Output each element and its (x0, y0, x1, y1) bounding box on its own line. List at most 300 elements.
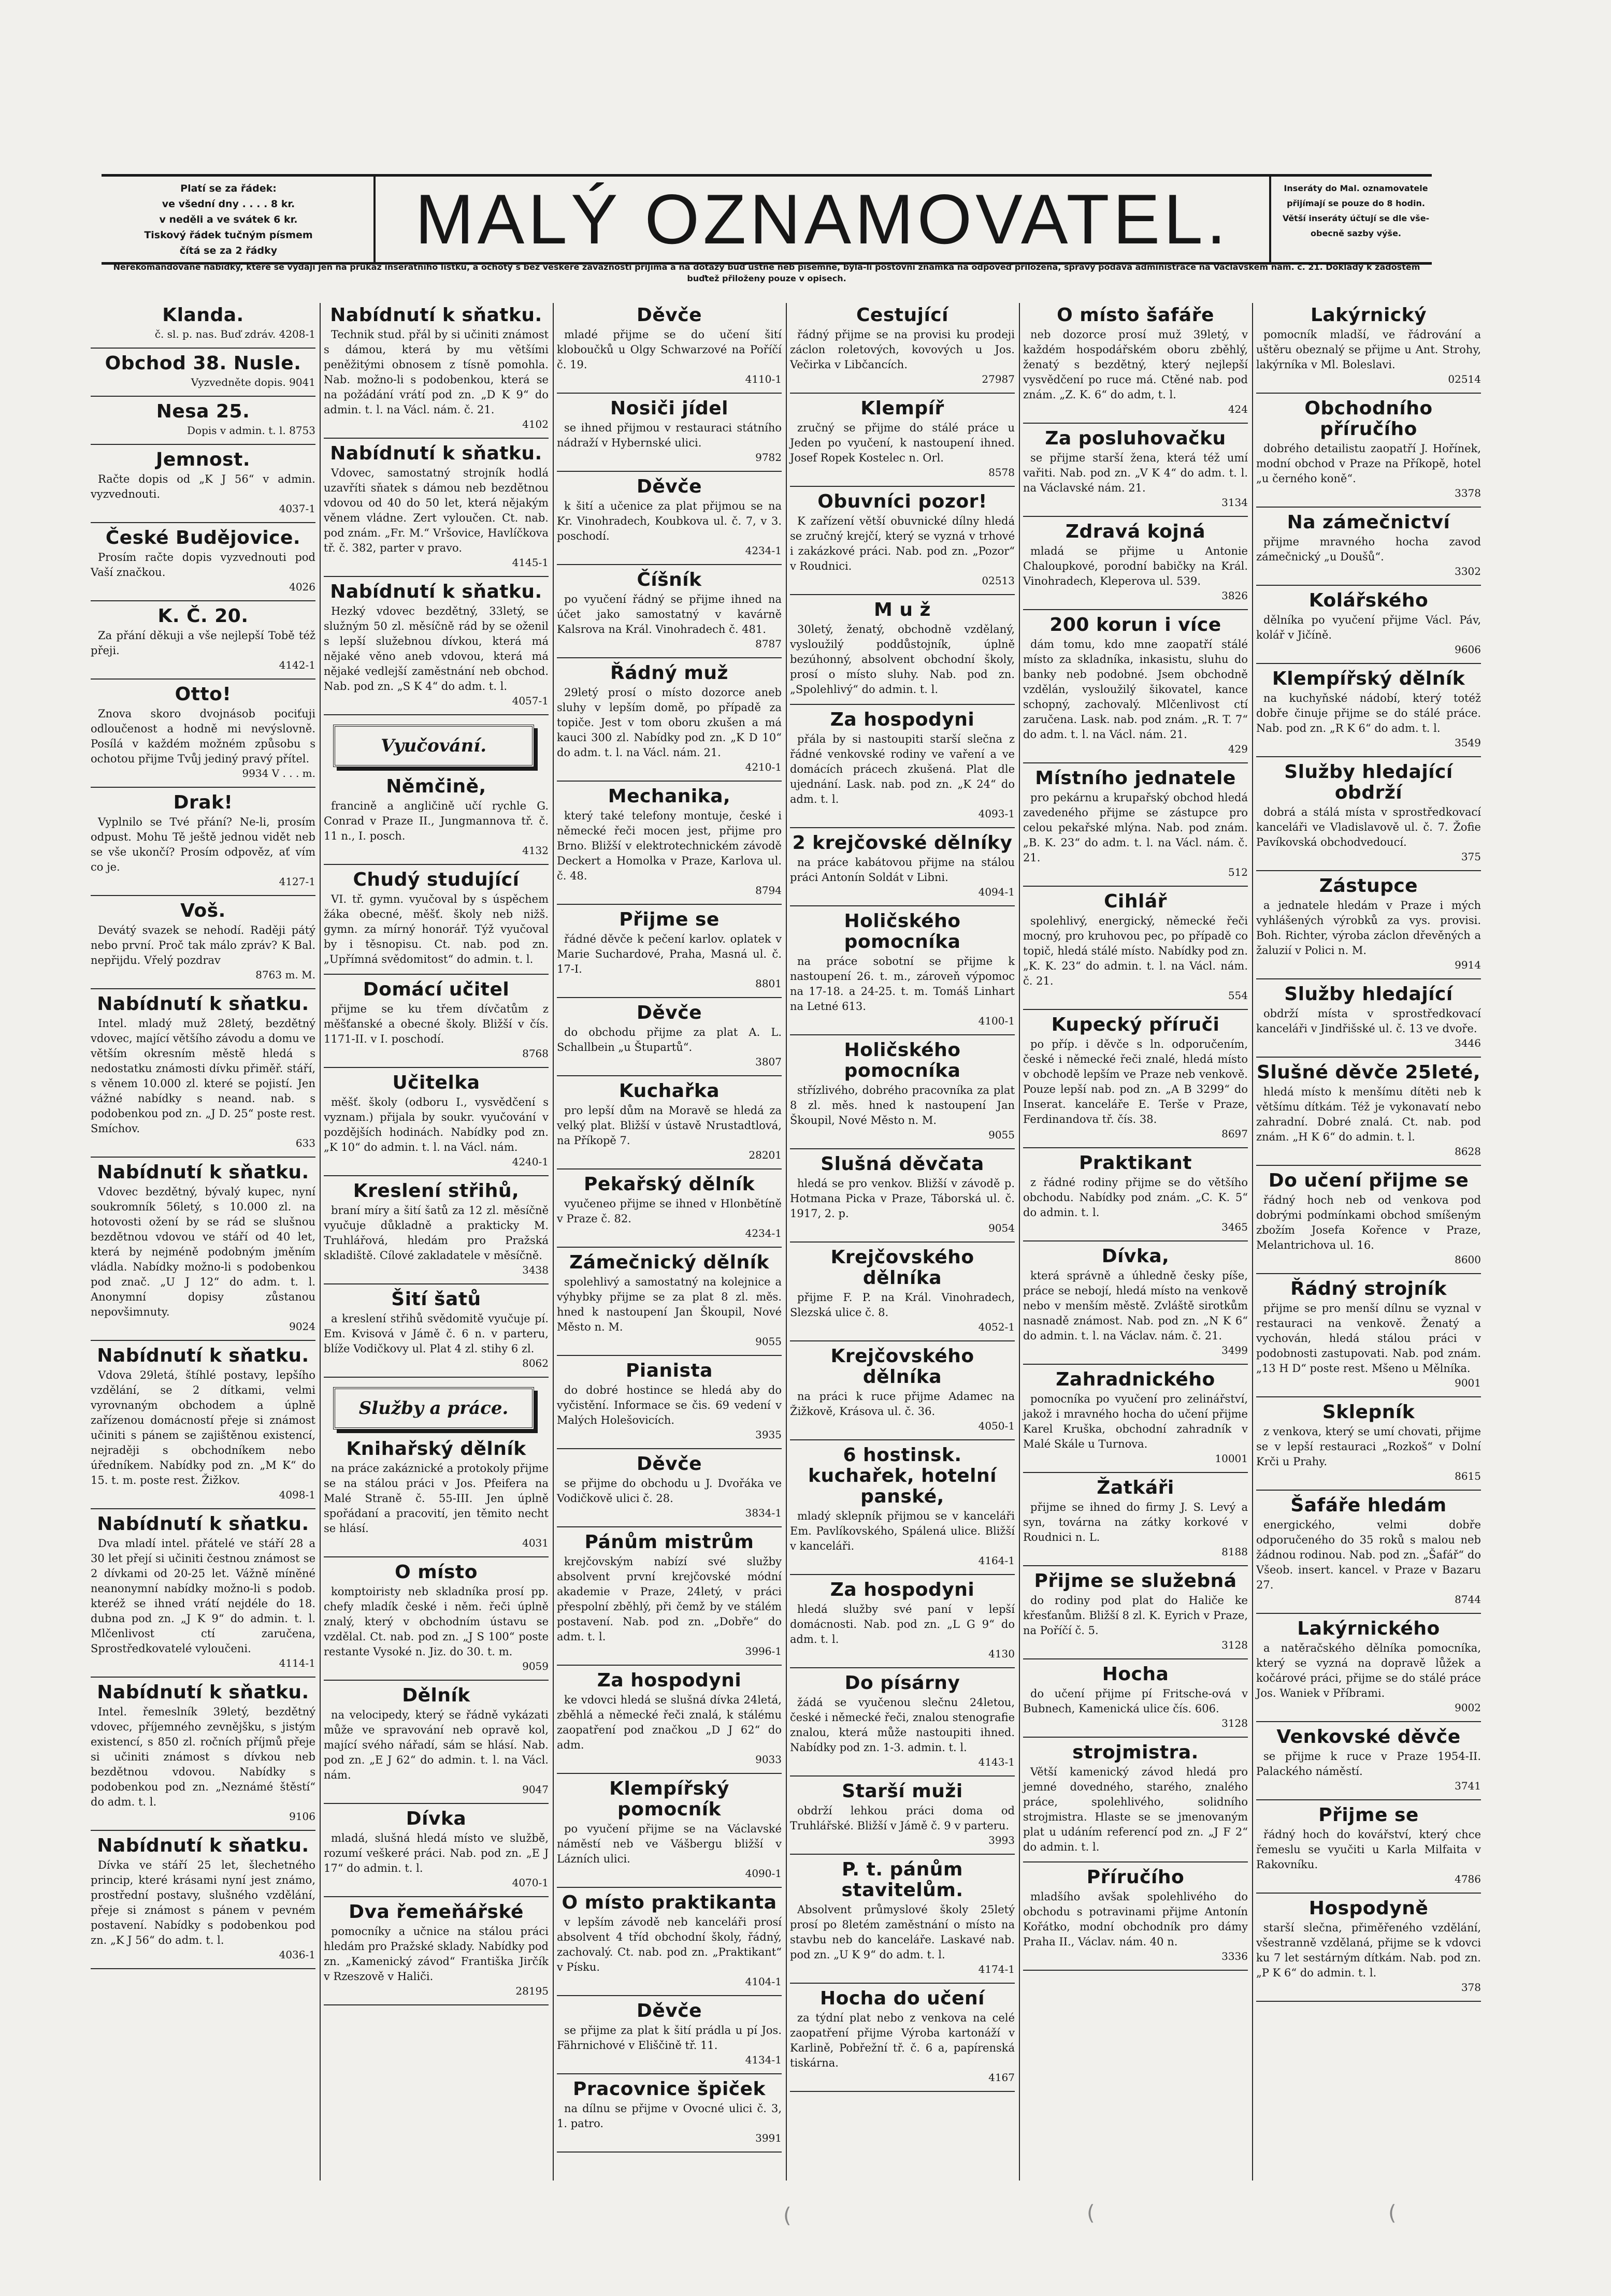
ad-reference: 10001 (1215, 1452, 1248, 1465)
page-mark: ( (1087, 2201, 1095, 2225)
ad-reference: 9002 (1455, 1701, 1481, 1714)
classified-ad (91, 606, 315, 672)
ad-column (786, 303, 1018, 2181)
ad-text: Intel. řemeslník 39letý, bezdětný vdovec, příjemného zevnějšku, s jistým existencí, s 850 zl. ročních příjmů přeje si učiniti známost s dívkou neb bezdětnou vdovou. Nabídky s podobenkou pod zn. „Neznámé štěstí“ do adm. t. l. (91, 1706, 315, 1808)
classified-ad (91, 305, 315, 341)
ad-heading: Slušné děvče 25leté, (1257, 1062, 1480, 1083)
ad-divider (324, 2004, 549, 2005)
ad-heading: Pracovnice špiček (573, 2078, 766, 2100)
ad-divider (1023, 609, 1248, 610)
ad-text: se přijme za plat k šití prádla u pí Jos. Fährnichové v Eliščině tř. 11. (557, 2024, 782, 2052)
ad-heading: Jemnost. (156, 449, 250, 470)
ad-text: po příp. i děvče s ln. odporučením, české i německé řeči znalé, hledá místo v obchodě lepším ve Praze neb venkově. Pouze lepší nab. pod zn. „A B 3299“ do Inserat. kanceláře E. Terše v Praze, Ferdinandova tř. čís. 38. (1023, 1038, 1248, 1125)
ad-divider (1256, 663, 1481, 664)
ad-divider (557, 997, 782, 998)
ad-divider (790, 1983, 1015, 1984)
ad-reference: 8787 (755, 638, 782, 650)
ad-reference: 8763 m. M. (255, 969, 315, 981)
ad-reference: 4052-1 (978, 1321, 1015, 1333)
classified-ad (91, 1346, 315, 1501)
ad-reference: 9606 (1455, 643, 1481, 656)
classified-ad (557, 1670, 782, 1766)
ad-reference: 4098-1 (279, 1489, 315, 1501)
ad-reference: 28201 (749, 1149, 782, 1161)
ad-reference: 3499 (1221, 1344, 1248, 1356)
classified-ad (557, 2079, 782, 2145)
classified-ad (790, 1247, 1015, 1334)
classified-ad (557, 1893, 782, 1988)
ad-reference: 429 (1228, 743, 1248, 755)
ad-heading: Cestující (856, 305, 948, 326)
ad-divider (1256, 1490, 1481, 1491)
ad-heading: Nosiči jídel (610, 398, 729, 419)
classified-ad (324, 776, 549, 857)
ad-text: pomocníka po vyučení pro zelinářství, jakož i mravného hocha do učení přijme Karel Kruška, obchodní zahradník v Malé Skále u Turnova. (1023, 1393, 1248, 1450)
ad-divider (91, 1508, 315, 1509)
ad-divider (790, 1340, 1015, 1341)
ad-heading: Řádný muž (610, 662, 728, 684)
ad-text: neb dozorce prosí muž 39letý, v každém hospodářském oboru zběhlý, ženatý s bezdětný, který nejlepší vysvědčení po ruce má. Ctěné nab. pod znám. „Z. K. 6“ do adm, t. l. (1023, 328, 1248, 401)
ad-heading: Služby hledající (1284, 984, 1453, 1005)
ad-divider (324, 714, 549, 715)
ad-text: žádá se vyučenou slečnu 24letou, české i německé řeči, znalou stenografie znalou, která může nastoupiti ihned. Nabídky pod zn. 1-3. admin. t. l. (790, 1696, 1015, 1754)
ad-text: do rodiny pod plat do Haliče ke křesťanům. Bližší 8 zl. K. Eyrich v Praze, na Poříčí č. 5. (1023, 1594, 1248, 1637)
ad-divider (1023, 423, 1248, 424)
ad-text: VI. tř. gymn. vyučoval by s úspěchem žáka obecné, měšť. školy neb nižš. gymn. za mírný honorář. Týž vyučoval by i těsnopisu. Ct. nab. pod zn. „Upřímná svědomitost“ do admin. t. l. (324, 893, 549, 965)
ad-text: Znova skoro dvojnásob pociťuji odloučenost a hodně mi nevýslovně. Posílá v každém možném způsobu s ochotou přijme Tvůj jediný pravý přítel. (91, 707, 315, 765)
ad-reference: 9054 (988, 1222, 1015, 1234)
ad-heading: P. t. pánům stavitelům. (841, 1859, 963, 1901)
ad-heading: Pianista (626, 1360, 713, 1381)
ad-divider (1023, 1658, 1248, 1659)
ad-heading: Děvče (636, 1002, 702, 1023)
classified-ad (1023, 1153, 1248, 1234)
classified-ad (557, 786, 782, 897)
ad-text: krejčovským nabízí své služby absolvent první krejčovské módní akademie v Praze, 24letý, v práci přespolní zběhlý, při čemž by ve stálém postavení. Nab. pod zn. „Dobře“ do adm. t. l. (557, 1555, 782, 1643)
ad-heading: Sklepník (1322, 1402, 1415, 1423)
classified-ad (91, 684, 315, 780)
ad-divider (91, 396, 315, 397)
ad-divider (91, 988, 315, 989)
ad-heading: Nesa 25. (156, 401, 250, 422)
ad-text: mladá, slušná hledá místo ve službě, rozumí veškeré práci. Nab. pod zn. „E J 17“ do admin. t. l. (324, 1832, 549, 1874)
ad-heading: Chudý studující (353, 869, 520, 890)
ad-reference: 4132 (522, 844, 549, 857)
ad-divider (557, 1995, 782, 1996)
ad-text: Absolvent průmyslové školy 25letý prosí po 8letém zaměstnání o místo na stavbu neb do kanceláře. Laskavé nab. pod zn. „U K 9“ do adm. t. l. (790, 1903, 1015, 1961)
ad-text: spolehlivý, energický, německé řeči mocný, pro kruhovou pec, po případě co topič, hledá stálé místo. Nabídky pod zn. „K. K. 23“ do admin. t. l. na Václ. nám. č. 21. (1023, 915, 1248, 987)
ad-divider (91, 348, 315, 349)
ad-divider (324, 1680, 549, 1681)
ad-text: po vyučení přijme se na Václavské náměstí neb ve Vášbergu bližší v Lázních ulici. (557, 1823, 782, 1865)
ad-heading: Praktikant (1079, 1152, 1192, 1174)
price-line: čítá se za 2 řádky (179, 245, 278, 256)
ad-text: z venkova, který se umí chovati, přijme se v lepší restauraci „Rozkoš“ v Dolní Krči u Prahy. (1256, 1425, 1481, 1468)
ad-heading: Klempířský pomocník (609, 1778, 729, 1820)
ad-reference: 4104-1 (745, 1975, 782, 1988)
ad-heading: K. Č. 20. (157, 605, 249, 627)
ad-text: 30letý, ženatý, obchodně vzdělaný, vysloužilý poddůstojník, úplně bezúhonný, absolvent obchodní školy, prosí o místo sluhy. Nab. pod zn. „Spolehlivý“ do admin. t. l. (790, 623, 1015, 696)
ad-heading: Zámečnický dělník (569, 1252, 769, 1273)
classified-ad (1256, 1062, 1481, 1158)
classified-ad (1023, 1015, 1248, 1140)
ad-reference: 4234-1 (745, 544, 782, 557)
ad-heading: Řádný strojník (1290, 1278, 1447, 1299)
ad-divider (91, 522, 315, 523)
ad-text: dobrého detailistu zaopatří J. Hořínek, modní obchod v Praze na Příkopě, hotel „u černého koně“. (1256, 442, 1481, 485)
ad-divider (1256, 756, 1481, 757)
ad-text: na dílnu se přijme v Ovocné ulici č. 3, 1. patro. (557, 2102, 782, 2130)
classified-ad (324, 870, 549, 967)
ad-text: hledá se pro venkov. Bližší v závodě p. Hotmana Picka v Praze, Táborská ul. č. 1917, 2. p. (790, 1177, 1015, 1220)
ad-text: přijme se ihned do firmy J. S. Levý a syn, továrna na zátky korkové v Roudnici n. L. (1023, 1501, 1248, 1543)
ad-text: v lepším závodě neb kanceláři prosí absolvent 4 tříd obchodní školy, řádný, zachovalý. Ct. nab. pod zn. „Praktikant“ v Písku. (557, 1916, 782, 1973)
ad-heading: Děvče (636, 1453, 702, 1475)
ad-heading: Do učení přijme se (1268, 1170, 1469, 1191)
ad-divider (557, 1887, 782, 1888)
classified-ad (1023, 1369, 1248, 1465)
ad-heading: Učitelka (392, 1072, 480, 1093)
price-line: Tiskový řádek tučným písmem (144, 229, 313, 241)
ad-text: hledá místo k menšímu dítěti neb k většímu dítkám. Též je vykonavatí nebo zahradní. Dobré znalá. Ct. nab. pod znám. „H K 6“ do admin. t. l. (1256, 1086, 1481, 1143)
classified-ad (1256, 669, 1481, 749)
ad-text: Prosím račte dopis vyzvednouti pod Vaší značkou. (91, 551, 315, 579)
ad-reference: 9055 (988, 1129, 1015, 1141)
classified-ad (790, 1580, 1015, 1660)
ad-text: pomocník mladší, ve řádrování a uštěru obeznalý se přijme u Ant. Strohy, lakýrníka v Ml. Boleslavi. (1256, 328, 1481, 371)
ad-divider (1256, 393, 1481, 394)
ad-text: a jednatele hledám v Praze i mých vyhlášených výrobků za vys. provisi. Boh. Richter, výroba záclon dřevěných a žaluzií v Polici n. M. (1256, 899, 1481, 957)
classified-ad (324, 1902, 549, 1998)
ad-divider (1256, 870, 1481, 871)
ad-heading: Zástupce (1319, 875, 1418, 897)
ad-text: Devátý svazek se nehodí. Raději pátý nebo první. Proč tak málo zpráv? K Bal. nepřijdu. Vřelý pozdrav (91, 924, 315, 966)
classified-ad (557, 909, 782, 990)
ad-divider (1023, 1737, 1248, 1738)
classified-ad (91, 353, 315, 389)
ad-reference: 8062 (522, 1357, 549, 1369)
ad-divider (557, 657, 782, 658)
ad-heading: Kuchařka (618, 1080, 720, 1102)
ad-divider (324, 1803, 549, 1804)
column-rule (553, 303, 554, 2181)
column-rule (1252, 303, 1253, 2181)
ad-heading: Knihařský dělník (346, 1438, 526, 1460)
ad-reference: 633 (295, 1137, 315, 1149)
ad-text: dám tomu, kdo mne zaopatří stálé místo za skladníka, inkasistu, sluhu do banky neb podobné. Jsem obchodně vzdělán, vysloužilý šikovatel, kance schopný, zachovalý. Mlčenlivost ctí zaručena. Lask. nab. pod znám. „R. T. 7“ do adm. t. l. na Václ. nám. 21. (1023, 638, 1248, 741)
ad-divider (324, 864, 549, 865)
ad-text: Vdovec bezdětný, bývalý kupec, nyní soukromník 56letý, s 10.000 zl. na hotovosti ožení by se rád se slušnou bezdětnou vdovou ve stáří od 40 let, která by nejméně podobným jměním vládla. Nabídky možno-li s podobenkou pod znač. „U J 12“ do adm. t. l. Anonymní dopisy zůstanou nepovšimnuty. (91, 1186, 315, 1318)
ad-reference: 4100-1 (978, 1015, 1015, 1027)
ad-reference: 3446 (1455, 1037, 1481, 1049)
ad-text: na práce kabátovou přijme na stálou práci Antonín Soldát v Libni. (790, 856, 1015, 884)
ad-text: Hezký vdovec bezdětný, 33letý, se služným 50 zl. měsíčně rád by se oženil s lepší služebnou dívkou, která má nějaké věno aneb vdovou, která má nějaké vedlejší zaměstnání neb obchod. Nab. pod zn. „S K 4“ do adm. t. l. (324, 605, 549, 692)
ad-text: Dva mladí intel. přátelé ve stáří 28 a 30 let přejí si učiniti čestnou známost se 2 dívkami od 20-25 let. Vážně míněné neanonymní nabídky možno-li s podob. kteréž se ihned vrátí nejdéle do 18. dubna pod zn. „J K 9“ do admin. t. l. Mlčenlivost ctí zaručena, Sprostředkovatelé vyloučeni. (91, 1537, 315, 1655)
ad-reference: 3807 (755, 1056, 782, 1068)
ad-text: pro pekárnu a krupařský obchod hledá zavedeného přijme se zástupce pro celou pekařské mlýna. Nab. pod znám. „B. K. 23“ do adm. t. l. na Václ. nám. č. 21. (1023, 791, 1248, 864)
ad-heading: Drak! (173, 792, 233, 813)
ad-text: na velocipedy, který se řádně vykázati může ve spravování neb opravě kol, mající svého nářadí, sám se hlásí. Nab. pod zn. „E J 62“ do admin. t. l. na Václ. nám. (324, 1709, 549, 1781)
ad-reference: 4090-1 (745, 1867, 782, 1880)
classified-ad (1023, 1246, 1248, 1357)
ad-heading: Klempíř (860, 398, 944, 419)
ad-heading: Nabídnutí k sňatku. (97, 1682, 309, 1703)
ad-text: přijme se ku třem dívčatům z měšťanské a obecné školy. Bližší v čís. 1171-II. v I. poschodí. (324, 1003, 549, 1045)
ad-heading: Děvče (636, 476, 702, 497)
price-line: Platí se za řádek: (180, 183, 277, 194)
ad-reference: 4134-1 (745, 2054, 782, 2066)
classified-ad (1023, 1478, 1248, 1558)
ad-text: do dobré hostince se hledá aby do vyčistění. Informace se čis. 69 vedení v Malých Holešovicích. (557, 1384, 782, 1426)
ad-reference: 3996-1 (745, 1645, 782, 1657)
ad-divider (557, 1773, 782, 1774)
ad-reference: 9024 (289, 1320, 315, 1333)
classified-ad (1023, 1664, 1248, 1730)
classified-ad (1256, 1495, 1481, 1606)
ad-text: Račte dopis od „K J 56“ v admin. vyzvednouti. (91, 473, 315, 500)
ad-reference: 8188 (1221, 1546, 1248, 1558)
insertion-line: přijímají se pouze do 8 hodin. (1287, 198, 1425, 208)
ad-text: hledá služby své paní v lepší domácnosti. Nab. pod zn. „L G 9“ do adm. t. l. (790, 1603, 1015, 1645)
ad-divider (1023, 1364, 1248, 1365)
ad-divider (1256, 507, 1481, 508)
classified-ad (557, 1361, 782, 1441)
ad-heading: Za hospodyni (830, 709, 975, 730)
ad-heading: Přijme se (619, 909, 720, 930)
classified-ad (324, 305, 549, 431)
ad-divider (91, 1340, 315, 1341)
ad-reference: 3465 (1221, 1221, 1248, 1233)
ad-reference: 512 (1228, 866, 1248, 878)
ad-reference: 3993 (988, 1834, 1015, 1846)
ad-divider (790, 905, 1015, 906)
ad-divider (790, 393, 1015, 394)
ad-divider (324, 974, 549, 975)
ad-text: mladé přijme se do učení šití kloboučků u Olgy Schwarzové na Poříčí č. 19. (557, 328, 782, 371)
ad-text: pro lepší dům na Moravě se hledá za velký plat. Bližší v ústavě Nrustadtlová, na Příkopě 7. (557, 1104, 782, 1147)
ad-text: se přijme starší žena, která též umí vařiti. Nab. pod zn. „V K 4“ do adm. t. l. na Václavské nám. 21. (1023, 452, 1248, 494)
column-rule (320, 303, 321, 2181)
ad-text: Dívka ve stáří 25 let, šlechetného princip, které krásami nyní jest známo, prostřední postavy, slušného vzdělání, přeje si známost s pánem v pevném postavení. Nabídky s podobenkou pod zn. „K J 56“ do adm. t. l. (91, 1859, 315, 1946)
ad-heading: Zdravá kojná (1065, 521, 1206, 542)
ad-text: mladá se přijme u Antonie Chaloupkové, porodní babičky na Král. Vinohradech, Kleperova ul. 539. (1023, 545, 1248, 587)
ad-heading: České Budějovice. (105, 527, 301, 548)
classified-ad (1256, 876, 1481, 972)
ad-heading: Služby hledající obdrží (1284, 761, 1453, 803)
ad-heading: Kupecký příruči (1051, 1014, 1220, 1035)
classified-ad (557, 398, 782, 464)
classified-ad (324, 1289, 549, 1370)
classified-ad (324, 443, 549, 569)
ad-divider (790, 1034, 1015, 1035)
classified-ad (790, 1673, 1015, 1769)
ad-divider (557, 1075, 782, 1076)
classified-ad (557, 1252, 782, 1348)
insertion-line: Větší inseráty účtují se dle vše- (1282, 213, 1430, 223)
ad-divider (1256, 978, 1481, 979)
ad-divider (790, 827, 1015, 828)
ad-text: pomocníky a učnice na stálou práci hledám pro Pražské sklady. Nabídky pod zn. „Kamenický závod“ Františka Jirčík v Rzeszově v Haliči. (324, 1925, 549, 1983)
ad-divider (324, 1175, 549, 1176)
classified-ad (1256, 1171, 1481, 1266)
ad-text: se ihned přijmou v restauraci státního nádraží v Hybernské ulici. (557, 422, 782, 449)
ad-reference: 4050-1 (978, 1420, 1015, 1432)
ad-reference: 4031 (522, 1537, 549, 1549)
ad-divider (790, 594, 1015, 595)
classified-ad (324, 1562, 549, 1673)
ad-heading: Voš. (180, 900, 226, 921)
classified-ad (557, 663, 782, 774)
ad-reference: 8768 (522, 1047, 549, 1060)
ad-text: přijme se pro menší dílnu se vyznal v restauraci na venkově. Ženatý a vychován, hledá stálou práci v podobnosti zastupovati. Nab. pod znám. „13 H D“ poste rest. Mšeno u Mělníka. (1256, 1302, 1481, 1375)
classified-ad (557, 1174, 782, 1240)
ad-text: vyučeneo přijme se ihned v Hlonbětíně v Praze č. 82. (557, 1197, 782, 1225)
classified-ad (91, 792, 315, 888)
ad-reference: 9055 (755, 1335, 782, 1348)
ad-column (1019, 303, 1252, 2181)
ad-heading: Hocha do učení (819, 1988, 985, 2009)
insertion-line: Inseráty do Mal. oznamovatele (1284, 183, 1428, 193)
ad-text: na práce sobotní se přijme k nastoupení 26. t. m., zároveň výpomoc na 17-18. a 24-25. t. m. Tomáš Linhart na Letné 613. (790, 955, 1015, 1013)
ad-text: dělníka po vyučení přijme Václ. Páv, kolář v Jičíně. (1256, 614, 1481, 641)
ad-divider (91, 1157, 315, 1158)
ad-reference: 27987 (982, 373, 1015, 385)
ad-divider (557, 1168, 782, 1169)
ad-divider (790, 2091, 1015, 2092)
classified-ad (790, 1154, 1015, 1235)
ad-reference: 28195 (515, 1985, 549, 1997)
ad-heading: Němčině, (386, 776, 486, 797)
ad-divider (324, 1896, 549, 1897)
ad-reference: 4786 (1455, 1873, 1481, 1885)
classified-ad (1023, 1867, 1248, 1963)
ad-column (553, 303, 785, 2181)
ad-divider (1256, 1721, 1481, 1722)
ad-divider (557, 1448, 782, 1449)
ad-text: který také telefony montuje, české i německé řeči mocen jest, přijme pro Brno. Bližší v elektrotechnickém závodě Deckert a Homolka v Praze, Karlova ul. č. 48. (557, 810, 782, 882)
price-line: v neděli a ve svátek 6 kr. (159, 214, 298, 225)
ad-heading: O místo (395, 1562, 478, 1583)
ad-heading: Za hospodyni (830, 1579, 975, 1600)
ad-text: přijme mravného hocha zavod zámečnický „u Doušů“. (1256, 536, 1481, 563)
ad-reference: 424 (1228, 403, 1248, 415)
ad-text: měšť. školy (odboru I., vysvědčení s vyznam.) přijala by soukr. vyučování v pozdějších hodinách. Nabídky pod zn. „K 10“ do admin. t. l. na Václ. nám. (324, 1096, 549, 1153)
ad-reference: 4093-1 (978, 807, 1015, 820)
classified-ad (91, 1836, 315, 1961)
ad-text: Vdova 29letá, štíhlé postavy, lepšího vzdělání, se 2 dítkami, velmi vyrovnaným obchodem a úplně zařízenou domácností přeje si známost učiniti s pánem se zajištěnou existencí, nejraději s obchodníkem nebo úředníkem. Nabídky pod zn. „M K“ do 15. t. m. poste rest. Žižkov. (91, 1369, 315, 1486)
ad-divider (1256, 1893, 1481, 1894)
classified-ad (557, 476, 782, 557)
ad-divider (1023, 1009, 1248, 1010)
ad-heading: Hospodyně (1308, 1898, 1429, 1919)
insertion-info (1280, 181, 1432, 258)
classified-ad (324, 1439, 549, 1550)
ad-heading: 6 hostinsk. kuchařek, hotelní panské, (808, 1445, 997, 1507)
ad-divider (1023, 1970, 1248, 1971)
ad-heading: Žatkáři (1097, 1477, 1174, 1498)
classified-ad (790, 1859, 1015, 1976)
ad-heading: Dva řemeňářské (349, 1901, 524, 1923)
ad-heading: Za hospodyni (597, 1670, 742, 1691)
ad-reference: 3834-1 (745, 1507, 782, 1519)
classified-ad (324, 1685, 549, 1796)
ad-heading: Dělník (402, 1685, 470, 1706)
ad-heading: Nabídnutí k sňatku. (97, 1513, 309, 1535)
ad-heading: Nabídnutí k sňatku. (330, 581, 542, 602)
classified-ad (557, 1454, 782, 1520)
ad-text: braní míry a šití šatů za 12 zl. měsíčně vyučuje důkladně a prakticky M. Truhlářová, hledám pro Pražská skladiště. Cílové zakladatele v měsíčně. (324, 1204, 549, 1262)
ad-reference: 9001 (1455, 1377, 1481, 1389)
ad-heading: Obuvníci pozor! (817, 491, 987, 512)
ad-reference: 4094-1 (978, 886, 1015, 898)
classified-ad (1023, 891, 1248, 1002)
ad-reference: č. sl. p. nas. Buď zdráv. 4208-1 (154, 328, 315, 340)
ad-reference: 8801 (755, 977, 782, 990)
ad-heading: Kolářského (1308, 590, 1429, 611)
ad-heading: Lakýrnický (1310, 305, 1427, 326)
ad-text: řádný přijme se na provisi ku prodeji záclon roletových, kovových u Jos. Večirka v Libčancích. (790, 328, 1015, 371)
ad-reference: 02513 (982, 574, 1015, 587)
ad-reference: 4037-1 (279, 502, 315, 515)
ad-divider (91, 1677, 315, 1678)
ad-divider (1256, 1057, 1481, 1058)
ad-text: na práce zakáznické a protokoly přijme se na stálou práci v Jos. Pfeifera na Malé Straně č. 55-III. Jen úplně spořádaní a pracovití, jen těmito necht se hlásí. (324, 1462, 549, 1535)
section-heading: Vyučování. (333, 725, 534, 767)
ad-reference: 8697 (1221, 1128, 1248, 1140)
classified-ad (557, 305, 782, 386)
ad-reference: 3378 (1455, 487, 1481, 499)
ad-heading: Cihlář (1104, 891, 1167, 912)
ad-text: obdrží místa v sprostředkovací kanceláři v Jindřišské ul. č. 13 ve dvoře. (1256, 1007, 1481, 1035)
ad-text: dobrá a stálá místa v sprostředkovací kanceláři ve Vladislavově ul. č. 7. Žofie Pavíkovská obchodvedoucí. (1256, 806, 1481, 848)
ad-column (320, 303, 552, 2181)
ad-divider (1023, 1240, 1248, 1241)
ad-text: za týdní plat nebo z venkova na celé zaopatření přijme Výroba kartonáží v Karlině, Pobřežní tř. č. 6 a, papírenská tiskárna. (790, 2012, 1015, 2069)
ad-divider (324, 1556, 549, 1557)
classified-ad (790, 833, 1015, 899)
ad-heading: Děvče (636, 305, 702, 326)
ad-text: Intel. mladý muž 28letý, bezdětný vdovec, mající většího závodu a domu ve větším okresním městě hledá s nedostatku známosti dívku přiměř. stáří, s věnem 10.000 zl. které se pojistí. Jen vážné nabídky s neand. nab. s podobenkou pod zn. „J D. 25“ poste rest. Smíchov. (91, 1017, 315, 1135)
section-heading: Služby a práce. (333, 1387, 534, 1429)
classified-ad (324, 979, 549, 1060)
ad-reference: 4210-1 (745, 761, 782, 773)
classified-ad (1256, 512, 1481, 578)
ad-divider (324, 576, 549, 577)
ad-divider (790, 486, 1015, 487)
classified-ad (790, 305, 1015, 386)
ad-divider (1023, 1861, 1248, 1862)
ad-heading: Zahradnického (1056, 1369, 1215, 1390)
classified-ad (91, 1682, 315, 1823)
ad-reference: 4110-1 (745, 373, 782, 385)
ad-heading: Otto! (175, 684, 232, 705)
ad-heading: Přijme se (1318, 1804, 1419, 1826)
ad-heading: Klanda. (162, 305, 244, 326)
ad-heading: Děvče (636, 2000, 702, 2021)
ad-heading: O místo praktikanta (562, 1892, 777, 1913)
classified-ad (790, 1445, 1015, 1567)
classified-ad (91, 901, 315, 981)
ad-text: z řádné rodiny přijme se do většího obchodu. Nabídky pod znám. „C. K. 5“ do admin. t. l. (1023, 1176, 1248, 1219)
ad-divider (557, 2151, 782, 2153)
classified-ad (1256, 398, 1481, 500)
classified-ad (1023, 522, 1248, 602)
classified-ad (91, 450, 315, 515)
ad-text: se přijme k ruce v Praze 1954-II. Palackého náměstí. (1256, 1750, 1481, 1778)
ad-divider (557, 781, 782, 782)
classified-ad (557, 1779, 782, 1880)
classified-ad (790, 911, 1015, 1028)
